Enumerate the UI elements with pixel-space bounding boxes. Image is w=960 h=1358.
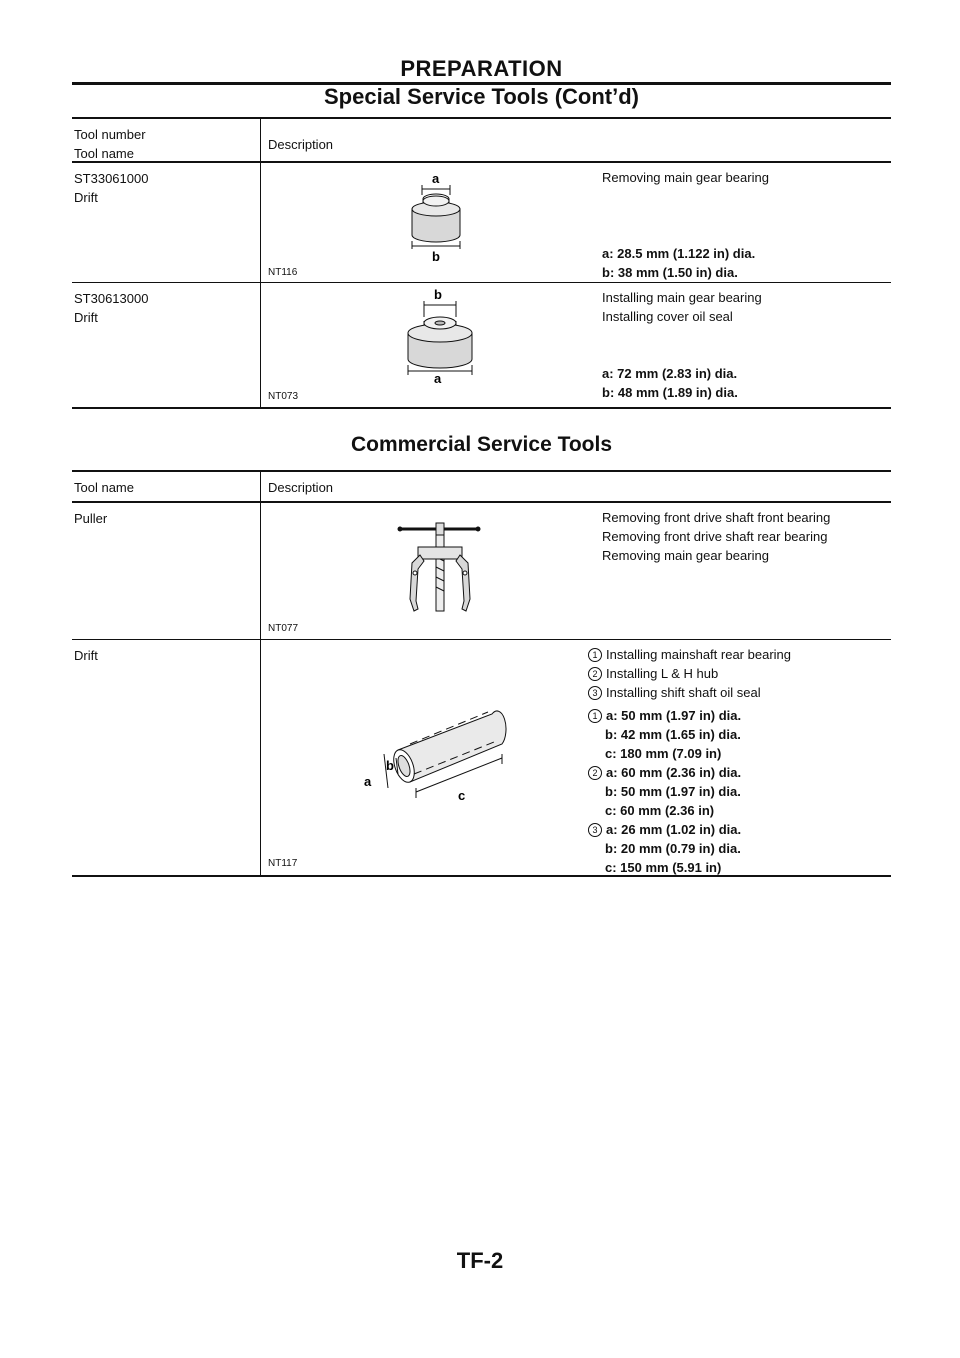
page-number: TF-2 [456, 1248, 504, 1273]
drift-illustration [402, 285, 482, 385]
dim-label-c: c [458, 788, 466, 803]
table-header-row [72, 472, 891, 503]
table-row [72, 283, 891, 409]
tool-dimensions: 1 a: 50 mm (1.97 in) dia. b: 42 mm (1.65 in) dia. c: 180 mm (7.09 in) 2 a: 60 mm (2.36 in) dia. b: 50 mm (1.97 in) dia. c: 60 mm (2.36 in) 3 a: 26 mm (1.02 in) dia. b: 20 mm (0.79 in) dia. c: 150 mm (5.91 in) [588, 706, 741, 877]
tool-dimensions: a: 28.5 mm (1.122 in) dia. b: 38 mm (1.50 in) dia. [602, 246, 756, 280]
circled-number-1-icon: 1 [588, 709, 602, 723]
drift-illustration [402, 169, 472, 263]
commercial-tools-table [72, 470, 891, 877]
puller-illustration [392, 517, 502, 613]
circled-number-1-icon: 1 [588, 648, 602, 662]
tool-description: Removing main gear bearing [602, 170, 769, 185]
figure-code: NT117 [268, 858, 298, 869]
tool-name: Drift [74, 648, 98, 663]
dim-label-b: b [386, 758, 394, 773]
dim-label-a: a [364, 774, 372, 789]
figure-code: NT073 [268, 391, 299, 402]
tool-description [588, 645, 791, 702]
tool-id: ST30613000 Drift [74, 291, 149, 325]
header-tool-name: Tool name [74, 480, 134, 495]
tool-description: Installing main gear bearing Installing cover oil seal [602, 290, 762, 324]
header-description: Description [268, 480, 334, 495]
table-header-row [72, 119, 891, 163]
commercial-tools-title: Commercial Service Tools [350, 433, 613, 456]
table-row [72, 640, 891, 877]
table-row [72, 503, 891, 640]
figure-code: NT077 [268, 623, 299, 634]
section-subtitle: Special Service Tools (Cont’d) [324, 84, 639, 109]
special-tools-table [72, 117, 891, 409]
section-title: PREPARATION [400, 56, 563, 81]
header-tool-number: Tool number Tool name [74, 127, 146, 161]
dim-label-b: b [432, 249, 440, 263]
tool-dimensions: a: 72 mm (2.83 in) dia. b: 48 mm (1.89 in) dia. [602, 366, 738, 400]
usage-3: 3 Installing shift shaft oil seal [588, 683, 791, 702]
header-description: Description [268, 137, 334, 152]
table-row [72, 163, 891, 283]
dim-label-a: a [434, 371, 442, 385]
tool-description: Removing front drive shaft front bearing Removing front drive shaft rear bearing Removing main gear bearing [602, 510, 831, 563]
dim-label-b: b [434, 287, 442, 302]
drift-pipe-illustration [362, 708, 522, 818]
circled-number-3-icon: 3 [588, 823, 602, 837]
usage-1: 1 Installing mainshaft rear bearing [588, 645, 791, 664]
circled-number-3-icon: 3 [588, 686, 602, 700]
tool-id: ST33061000 Drift [74, 171, 149, 205]
circled-number-2-icon: 2 [588, 667, 602, 681]
figure-code: NT116 [268, 267, 298, 278]
circled-number-2-icon: 2 [588, 766, 602, 780]
usage-2: 2 Installing L & H hub [588, 664, 791, 683]
dim-label-a: a [432, 171, 440, 186]
tool-name: Puller [74, 511, 108, 526]
